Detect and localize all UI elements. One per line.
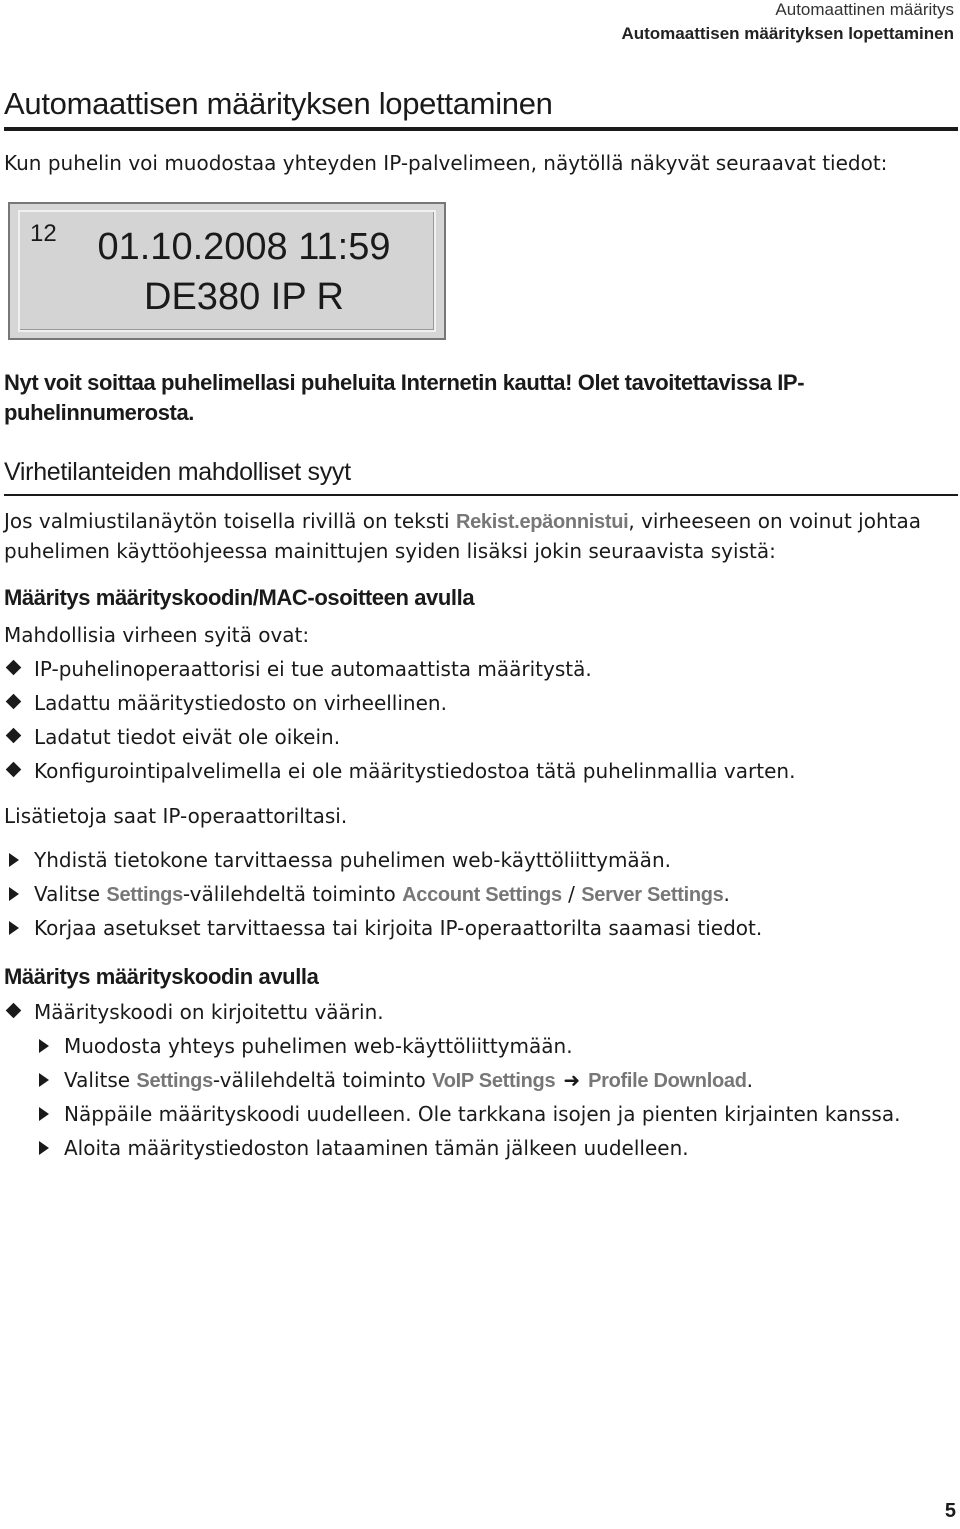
errors-intro-line1 <box>4 506 921 537</box>
ui-label-voip-settings: VoIP Settings <box>432 1070 556 1092</box>
display-device-name: DE380 IP R <box>144 276 344 318</box>
mac-bullet-3: Ladatut tiedot eivät ole oikein. <box>34 725 341 749</box>
success-notice-line1: Nyt voit soittaa puhelimellasi puheluita Internetin kautta! Olet tavoitettavissa IP- <box>4 370 805 395</box>
ui-label-registration-failed: Rekist.epäonnistui <box>455 511 629 533</box>
bullet-diamond-icon <box>6 728 22 744</box>
mac-heading: Määritys määrityskoodin/MAC-osoitteen avulla <box>4 585 475 610</box>
ui-label-settings: Settings <box>106 884 183 906</box>
step-arrow-icon <box>39 1039 49 1053</box>
code-step-1: Muodosta yhteys puhelimen web-käyttöliittymään. <box>64 1034 573 1058</box>
mac-bullet-4: Konfigurointipalvelimella ei ole määritystiedostoa tätä puhelinmallia varten. <box>34 759 796 783</box>
bullet-diamond-icon <box>6 762 22 778</box>
code-step-4: Aloita määritystiedoston lataaminen tämän jälkeen uudelleen. <box>64 1136 689 1160</box>
title-rule <box>4 127 958 131</box>
mac-step-2-c: / <box>561 882 582 906</box>
code-step-2-a: Valitse <box>64 1068 137 1092</box>
code-step-2-d: . <box>746 1068 753 1092</box>
step-arrow-icon <box>39 1141 49 1155</box>
mac-step-1: Yhdistä tietokone tarvittaessa puhelimen web-käyttöliittymään. <box>34 848 671 872</box>
mac-bullet-1: IP-puhelinoperaattorisi ei tue automaattista määritystä. <box>34 657 592 681</box>
step-arrow-icon <box>39 1107 49 1121</box>
errors-intro-text-b: , virheeseen on voinut johtaa <box>628 509 921 533</box>
mac-step-2-a: Valitse <box>34 882 107 906</box>
signal-icon: 12 <box>30 220 57 247</box>
bullet-diamond-icon <box>6 694 22 710</box>
errors-intro-line2: puhelimen käyttöohjeessa mainittujen syiden lisäksi jokin seuraavista syistä: <box>4 539 776 563</box>
mac-lead: Mahdollisia virheen syitä ovat: <box>4 623 310 647</box>
step-arrow-icon <box>39 1073 49 1087</box>
section-heading-errors: Virhetilanteiden mahdolliset syyt <box>4 458 351 486</box>
intro-text: Kun puhelin voi muodostaa yhteyden IP-palvelimeen, näytöllä näkyvät seuraavat tiedot: <box>4 151 888 175</box>
success-notice <box>4 368 884 428</box>
code-bullet: Määrityskoodi on kirjoitettu väärin. <box>34 1000 384 1024</box>
errors-intro-text-a: Jos valmiustilanäytön toisella rivillä on teksti <box>4 509 456 533</box>
ui-label-profile-download: Profile Download <box>588 1070 747 1092</box>
mac-step-3: Korjaa asetukset tarvittaessa tai kirjoita IP-operaattorilta saamasi tiedot. <box>34 916 763 940</box>
ui-label-settings: Settings <box>136 1070 213 1092</box>
section-rule <box>4 494 958 496</box>
menu-arrow-icon: ➜ <box>563 1068 581 1092</box>
step-arrow-icon <box>9 921 19 935</box>
success-notice-line2: puhelinnumerosta. <box>4 400 194 425</box>
page-title: Automaattisen määrityksen lopettaminen <box>4 86 553 121</box>
ui-label-server-settings: Server Settings <box>581 884 724 906</box>
code-step-3: Näppäile määrityskoodi uudelleen. Ole tarkkana isojen ja pienten kirjainten kanssa. <box>64 1102 901 1126</box>
step-arrow-icon <box>9 853 19 867</box>
mac-step-2 <box>34 879 730 910</box>
code-heading: Määritys määrityskoodin avulla <box>4 964 319 989</box>
code-step-2 <box>64 1065 753 1096</box>
header-section: Automaattinen määritys <box>775 0 954 19</box>
bullet-diamond-icon <box>6 660 22 676</box>
more-info: Lisätietoja saat IP-operaattoriltasi. <box>4 804 348 828</box>
ui-label-account-settings: Account Settings <box>402 884 562 906</box>
phone-display <box>8 202 446 340</box>
mac-step-2-b: -välilehdeltä toiminto <box>182 882 403 906</box>
page-number: 5 <box>944 1500 956 1522</box>
bullet-diamond-icon <box>6 1003 22 1019</box>
header-subsection: Automaattisen määrityksen lopettaminen <box>621 24 954 43</box>
code-step-2-b: -välilehdeltä toiminto <box>212 1068 433 1092</box>
display-datetime: 01.10.2008 11:59 <box>97 226 391 268</box>
step-arrow-icon <box>9 887 19 901</box>
mac-step-2-d: . <box>723 882 730 906</box>
mac-bullet-2: Ladattu määritystiedosto on virheellinen. <box>34 691 447 715</box>
